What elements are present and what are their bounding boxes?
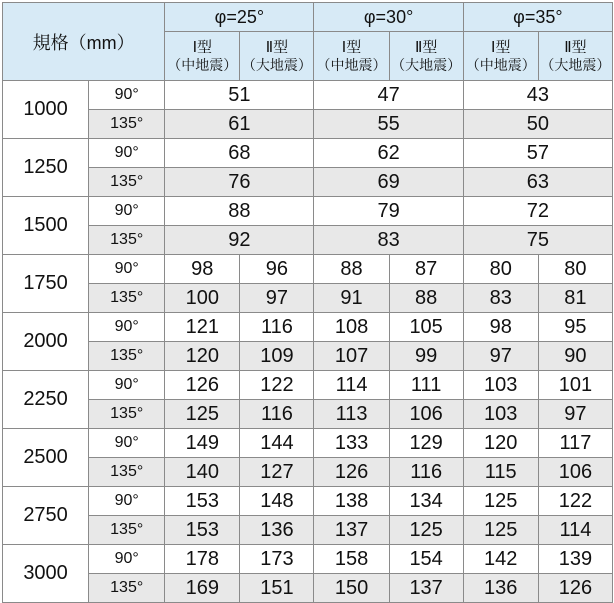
data-cell: 154	[389, 545, 463, 574]
data-cell: 144	[240, 429, 314, 458]
header-phi-group-2: φ=35°	[463, 3, 612, 32]
row-angle-label: 90°	[89, 139, 165, 168]
table-row	[3, 545, 613, 574]
data-cell: 109	[240, 342, 314, 371]
data-cell: 51	[165, 81, 314, 110]
data-cell: 137	[314, 516, 389, 545]
header-type-main: Ⅰ型	[491, 39, 511, 57]
data-cell: 139	[538, 545, 612, 574]
data-cell: 47	[314, 81, 463, 110]
spec-table-container	[0, 2, 614, 600]
data-cell: 125	[389, 516, 463, 545]
data-cell: 116	[240, 313, 314, 342]
data-cell: 72	[463, 197, 612, 226]
data-cell: 103	[463, 371, 538, 400]
row-angle-label: 90°	[89, 545, 165, 574]
data-cell: 106	[389, 400, 463, 429]
table-row	[3, 313, 613, 342]
data-cell: 153	[165, 487, 240, 516]
table-row	[3, 458, 613, 487]
table-row	[3, 574, 613, 603]
data-cell: 120	[165, 342, 240, 371]
row-angle-label: 90°	[89, 197, 165, 226]
header-type-1-0	[314, 32, 389, 81]
row-angle-label: 90°	[89, 313, 165, 342]
data-cell: 126	[314, 458, 389, 487]
data-cell: 99	[389, 342, 463, 371]
data-cell: 106	[538, 458, 612, 487]
data-cell: 116	[240, 400, 314, 429]
data-cell: 103	[463, 400, 538, 429]
table-row	[3, 400, 613, 429]
header-type-main: Ⅱ型	[564, 39, 587, 57]
table-row	[3, 429, 613, 458]
header-type-0-0	[165, 32, 240, 81]
data-cell: 122	[538, 487, 612, 516]
row-angle-label: 90°	[89, 255, 165, 284]
data-cell: 83	[463, 284, 538, 313]
data-cell: 138	[314, 487, 389, 516]
data-cell: 75	[463, 226, 612, 255]
data-cell: 55	[314, 110, 463, 139]
row-size-label: 3000	[3, 545, 89, 603]
data-cell: 92	[165, 226, 314, 255]
table-row	[3, 168, 613, 197]
data-cell: 120	[463, 429, 538, 458]
header-type-main: Ⅱ型	[265, 39, 289, 57]
header-type-2-0	[463, 32, 538, 81]
row-size-label: 1000	[3, 81, 89, 139]
data-cell: 61	[165, 110, 314, 139]
row-angle-label: 135°	[89, 110, 165, 139]
data-cell: 97	[463, 342, 538, 371]
data-cell: 125	[463, 516, 538, 545]
table-row	[3, 139, 613, 168]
data-cell: 80	[538, 255, 612, 284]
header-phi-group-0: φ=25°	[165, 3, 314, 32]
data-cell: 125	[165, 400, 240, 429]
data-cell: 43	[463, 81, 612, 110]
data-cell: 114	[314, 371, 389, 400]
data-cell: 95	[538, 313, 612, 342]
table-row	[3, 197, 613, 226]
data-cell: 107	[314, 342, 389, 371]
row-angle-label: 90°	[89, 429, 165, 458]
data-cell: 126	[165, 371, 240, 400]
table-row	[3, 81, 613, 110]
data-cell: 134	[389, 487, 463, 516]
header-type-sub: （中地震）	[465, 56, 536, 73]
header-spec-label: 規格（mm）	[3, 3, 165, 81]
data-cell: 113	[314, 400, 389, 429]
row-angle-label: 135°	[89, 342, 165, 371]
data-cell: 100	[165, 284, 240, 313]
data-cell: 88	[314, 255, 389, 284]
data-cell: 87	[389, 255, 463, 284]
header-type-main: Ⅰ型	[192, 39, 213, 57]
row-angle-label: 135°	[89, 226, 165, 255]
row-angle-label: 90°	[89, 81, 165, 110]
data-cell: 88	[165, 197, 314, 226]
row-size-label: 2750	[3, 487, 89, 545]
data-cell: 101	[538, 371, 612, 400]
table-row	[3, 110, 613, 139]
data-cell: 148	[240, 487, 314, 516]
row-angle-label: 90°	[89, 371, 165, 400]
data-cell: 122	[240, 371, 314, 400]
specification-table	[2, 2, 613, 603]
data-cell: 97	[240, 284, 314, 313]
table-row	[3, 342, 613, 371]
table-row	[3, 516, 613, 545]
data-cell: 108	[314, 313, 389, 342]
data-cell: 105	[389, 313, 463, 342]
header-row-phi	[3, 3, 613, 32]
header-type-sub: （大地震）	[391, 56, 462, 73]
table-row	[3, 371, 613, 400]
row-angle-label: 90°	[89, 487, 165, 516]
header-type-main: Ⅱ型	[414, 39, 438, 57]
row-size-label: 1750	[3, 255, 89, 313]
table-body	[3, 81, 613, 603]
data-cell: 149	[165, 429, 240, 458]
data-cell: 57	[463, 139, 612, 168]
row-angle-label: 135°	[89, 400, 165, 429]
data-cell: 91	[314, 284, 389, 313]
data-cell: 115	[463, 458, 538, 487]
data-cell: 98	[463, 313, 538, 342]
row-size-label: 1500	[3, 197, 89, 255]
data-cell: 150	[314, 574, 389, 603]
data-cell: 96	[240, 255, 314, 284]
header-type-1-1	[389, 32, 463, 81]
row-angle-label: 135°	[89, 284, 165, 313]
data-cell: 126	[538, 574, 612, 603]
table-row	[3, 226, 613, 255]
header-type-0-1	[240, 32, 314, 81]
row-size-label: 2000	[3, 313, 89, 371]
data-cell: 79	[314, 197, 463, 226]
data-cell: 90	[538, 342, 612, 371]
row-size-label: 1250	[3, 139, 89, 197]
data-cell: 97	[538, 400, 612, 429]
data-cell: 68	[165, 139, 314, 168]
data-cell: 158	[314, 545, 389, 574]
data-cell: 50	[463, 110, 612, 139]
row-angle-label: 135°	[89, 516, 165, 545]
table-header	[3, 3, 613, 81]
table-row	[3, 255, 613, 284]
header-type-2-1	[538, 32, 612, 81]
data-cell: 125	[463, 487, 538, 516]
data-cell: 137	[389, 574, 463, 603]
row-size-label: 2500	[3, 429, 89, 487]
data-cell: 76	[165, 168, 314, 197]
data-cell: 69	[314, 168, 463, 197]
data-cell: 136	[240, 516, 314, 545]
data-cell: 127	[240, 458, 314, 487]
data-cell: 169	[165, 574, 240, 603]
data-cell: 80	[463, 255, 538, 284]
data-cell: 173	[240, 545, 314, 574]
row-angle-label: 135°	[89, 574, 165, 603]
header-type-sub: （大地震）	[241, 56, 312, 73]
data-cell: 142	[463, 545, 538, 574]
data-cell: 81	[538, 284, 612, 313]
data-cell: 136	[463, 574, 538, 603]
header-type-main: Ⅰ型	[341, 39, 362, 57]
row-angle-label: 135°	[89, 168, 165, 197]
data-cell: 129	[389, 429, 463, 458]
header-type-sub: （中地震）	[167, 56, 238, 73]
header-type-sub: （中地震）	[316, 56, 387, 73]
data-cell: 114	[538, 516, 612, 545]
row-size-label: 2250	[3, 371, 89, 429]
data-cell: 63	[463, 168, 612, 197]
table-row	[3, 487, 613, 516]
data-cell: 151	[240, 574, 314, 603]
data-cell: 98	[165, 255, 240, 284]
data-cell: 116	[389, 458, 463, 487]
data-cell: 111	[389, 371, 463, 400]
table-row	[3, 284, 613, 313]
header-type-sub: （大地震）	[540, 56, 611, 73]
row-angle-label: 135°	[89, 458, 165, 487]
data-cell: 140	[165, 458, 240, 487]
data-cell: 62	[314, 139, 463, 168]
data-cell: 178	[165, 545, 240, 574]
header-phi-group-1: φ=30°	[314, 3, 463, 32]
data-cell: 121	[165, 313, 240, 342]
data-cell: 88	[389, 284, 463, 313]
data-cell: 117	[538, 429, 612, 458]
data-cell: 133	[314, 429, 389, 458]
data-cell: 153	[165, 516, 240, 545]
data-cell: 83	[314, 226, 463, 255]
